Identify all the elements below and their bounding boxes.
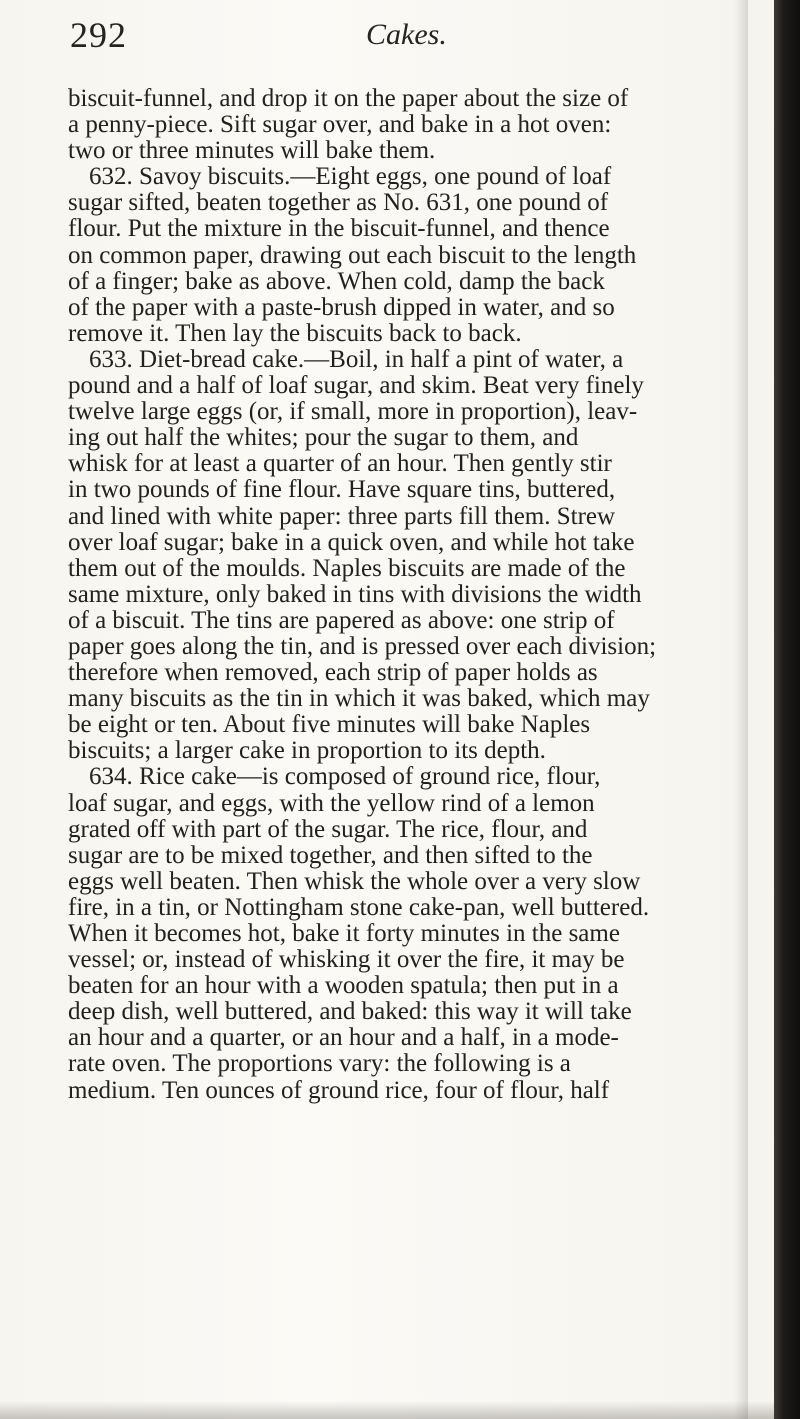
gutter-shadow (734, 0, 748, 1419)
text-line: deep dish, well buttered, and baked: this way it will take (68, 998, 632, 1026)
text-line: medium. Ten ounces of ground rice, four of flour, half (68, 1076, 610, 1104)
page-number: 292 (70, 15, 127, 55)
text-line: grated off with part of the sugar. The rice, flour, and (68, 815, 588, 843)
text-line: biscuit-funnel, and drop it on the paper about the size of (68, 85, 629, 112)
text-line: sugar sifted, beaten together as No. 631, one pound of (68, 189, 609, 217)
text-line: flour. Put the mixture in the biscuit-funnel, and thence (68, 215, 610, 243)
text-line: whisk for at least a quarter of an hour. Then gently stir (68, 450, 612, 478)
text-line: twelve large eggs (or, if small, more in proportion), leav- (68, 398, 638, 426)
text-line: pound and a half of loaf sugar, and skim. Beat very finely (68, 372, 644, 400)
text-line: 634. Rice cake—is composed of ground rice, flour, (89, 763, 601, 791)
text-line: same mixture, only baked in tins with divisions the width (68, 580, 642, 608)
bottom-shadow (0, 1401, 774, 1419)
text-line: remove it. Then lay the biscuits back to back. (68, 319, 522, 347)
text-line: be eight or ten. About five minutes will bake Naples (68, 711, 591, 739)
text-line: biscuits; a larger cake in proportion to its depth. (68, 737, 546, 765)
text-line: two or three minutes will bake them. (68, 137, 436, 165)
text-line: a penny-piece. Sift sugar over, and bake in a hot oven: (68, 111, 612, 139)
running-head: Cakes. (366, 18, 447, 51)
text-line: on common paper, drawing out each biscuit to the length (68, 241, 637, 269)
text-line: loaf sugar, and eggs, with the yellow rind of a lemon (68, 789, 595, 817)
text-line: 633. Diet-bread cake.—Boil, in half a pint of water, a (89, 345, 624, 373)
text-line: an hour and a quarter, or an hour and a half, in a mode- (68, 1024, 619, 1052)
text-line: When it becomes hot, bake it forty minutes in the same (68, 920, 620, 947)
text-line: rate oven. The proportions vary: the following is a (68, 1050, 571, 1078)
text-line: 632. Savoy biscuits.—Eight eggs, one pound of loaf (89, 163, 612, 191)
body-text (68, 86, 768, 1104)
text-line: therefore when removed, each strip of paper holds as (68, 659, 598, 687)
text-line: eggs well beaten. Then whisk the whole over a very slow (68, 867, 641, 895)
text-line: ing out half the whites; pour the sugar to them, and (68, 424, 579, 452)
text-line: over loaf sugar; bake in a quick oven, and while hot take (68, 528, 635, 556)
text-line: of a finger; bake as above. When cold, damp the back (68, 267, 605, 295)
page-header (70, 14, 750, 64)
text-line: fire, in a tin, or Nottingham stone cake-pan, well buttered. (68, 893, 650, 921)
text-line: paper goes along the tin, and is pressed over each division; (68, 632, 657, 660)
text-line: of a biscuit. The tins are papered as above: one strip of (68, 606, 615, 634)
text-line: sugar are to be mixed together, and then sifted to the (68, 841, 593, 869)
text-line: of the paper with a paste-brush dipped in water, and so (68, 293, 615, 321)
book-edge (774, 0, 800, 1419)
text-line: beaten for an hour with a wooden spatula; then put in a (68, 972, 619, 1000)
text-line: vessel; or, instead of whisking it over the fire, it may be (68, 946, 625, 974)
text-line: many biscuits as the tin in which it was baked, which may (68, 685, 650, 713)
text-line: and lined with white paper: three parts fill them. Strew (68, 502, 616, 530)
text-line: them out of the moulds. Naples biscuits are made of the (68, 554, 626, 582)
text-line: in two pounds of fine flour. Have square tins, buttered, (68, 476, 616, 504)
